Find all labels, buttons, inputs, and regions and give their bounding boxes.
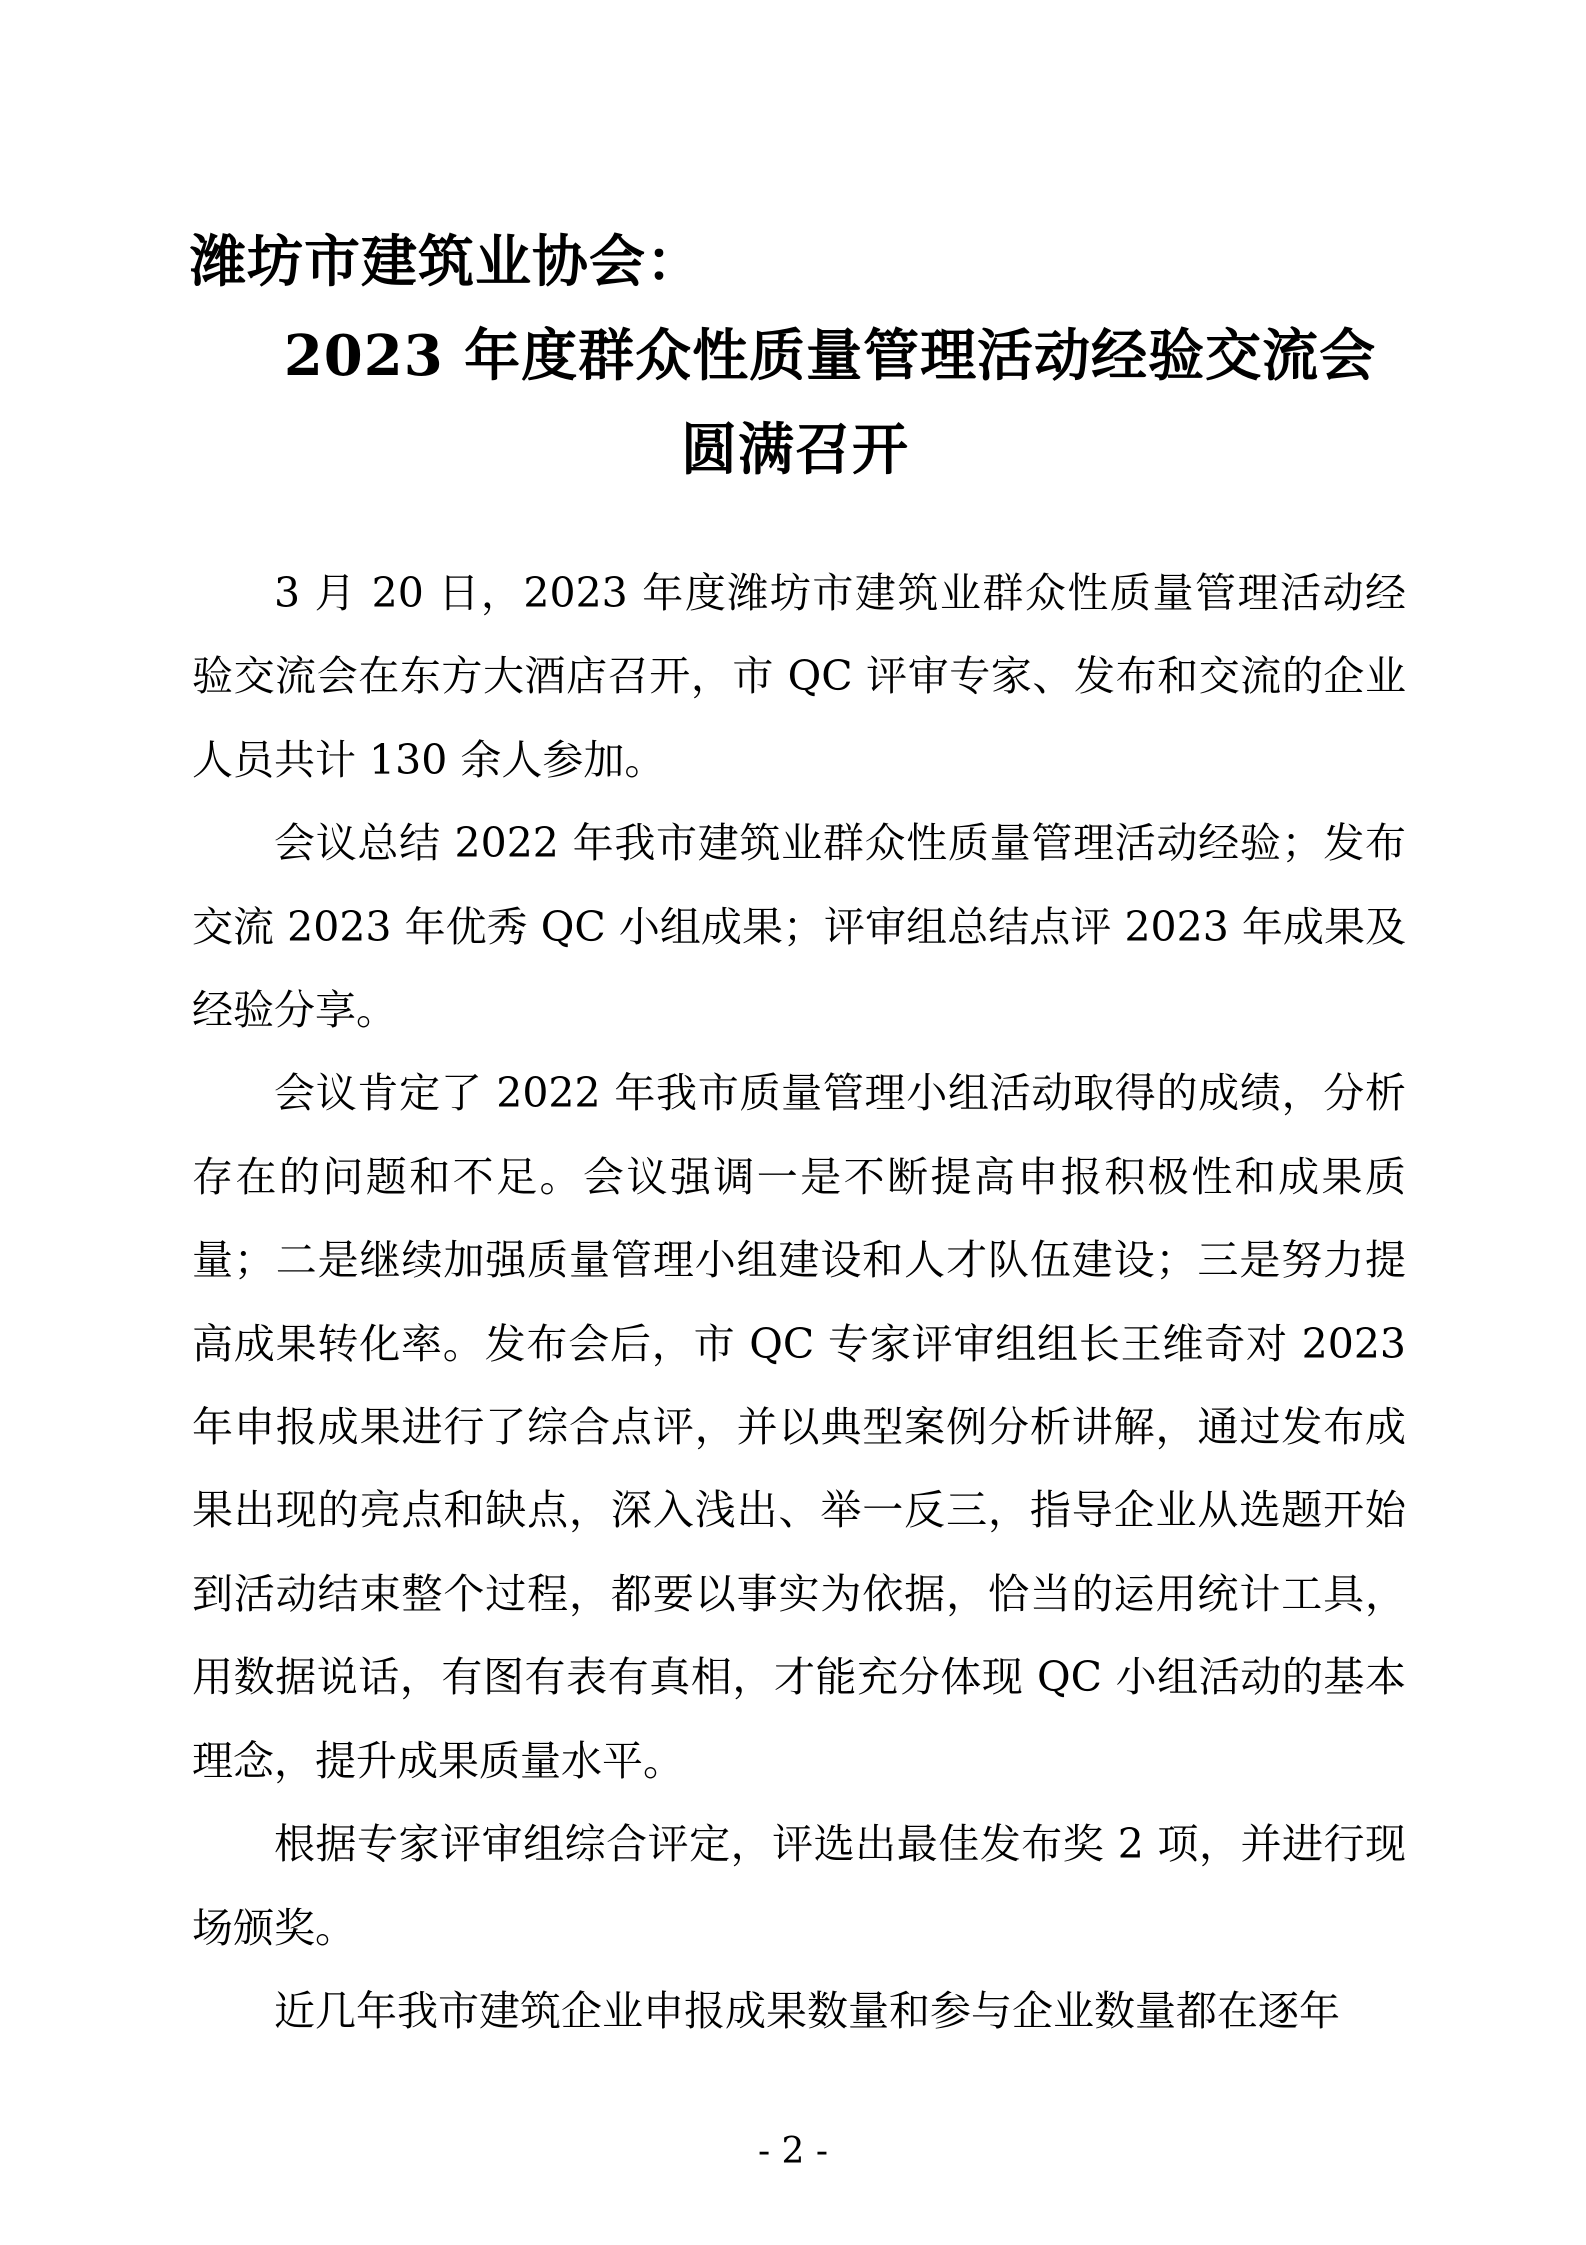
paragraph-5: 近几年我市建筑企业申报成果数量和参与企业数量都在逐年 xyxy=(274,1986,1340,2035)
paragraph-4: 根据专家评审组综合评定，评选出最佳发布奖 2 项，并进行现场颁奖。 xyxy=(192,1820,1406,1952)
paragraph-1: 3 月 20 日，2023 年度潍坊市建筑业群众性质量管理活动经验交流会在东方大酒店召开，市 QC 评审专家、发布和交流的企业人员共计 130 余人参加。 xyxy=(192,569,1406,784)
page-number: - 2 - xyxy=(757,2131,829,2172)
article-title xyxy=(190,215,1400,497)
paragraph-2: 会议总结 2022 年我市建筑业群众性质量管理活动经验；发布交流 2023 年优秀 QC 小组成果；评审组总结点评 2023 年成果及经验分享。 xyxy=(192,819,1406,1035)
title-line-3: 圆满召开 xyxy=(681,417,909,483)
article-body xyxy=(192,552,1406,2053)
title-line-1: 潍坊市建筑业协会： xyxy=(190,229,703,295)
title-line-2: 2023 年度群众性质量管理活动经验交流会 xyxy=(283,323,1377,389)
paragraph-3: 会议肯定了 2022 年我市质量管理小组活动取得的成绩，分析存在的问题和不足。会议强调一是不断提高申报积极性和成果质量；二是继续加强质量管理小组建设和人才队伍建设；三是努力提高成果转化率。发布会后，市 QC 专家评审组组长王维奇对 2023 年申报成果进行了综合点评，并以典型案例分析讲解，通过发布成果出现的亮点和缺点，深入浅出、举一反三，指导企业从选题开始到活动结束整个过程，都要以事实为依据，恰当的运用统计工具，用数据说话，有图有表有真相，才能充分体现 QC 小组活动的基本理念，提升成果质量水平。 xyxy=(192,1069,1406,1785)
